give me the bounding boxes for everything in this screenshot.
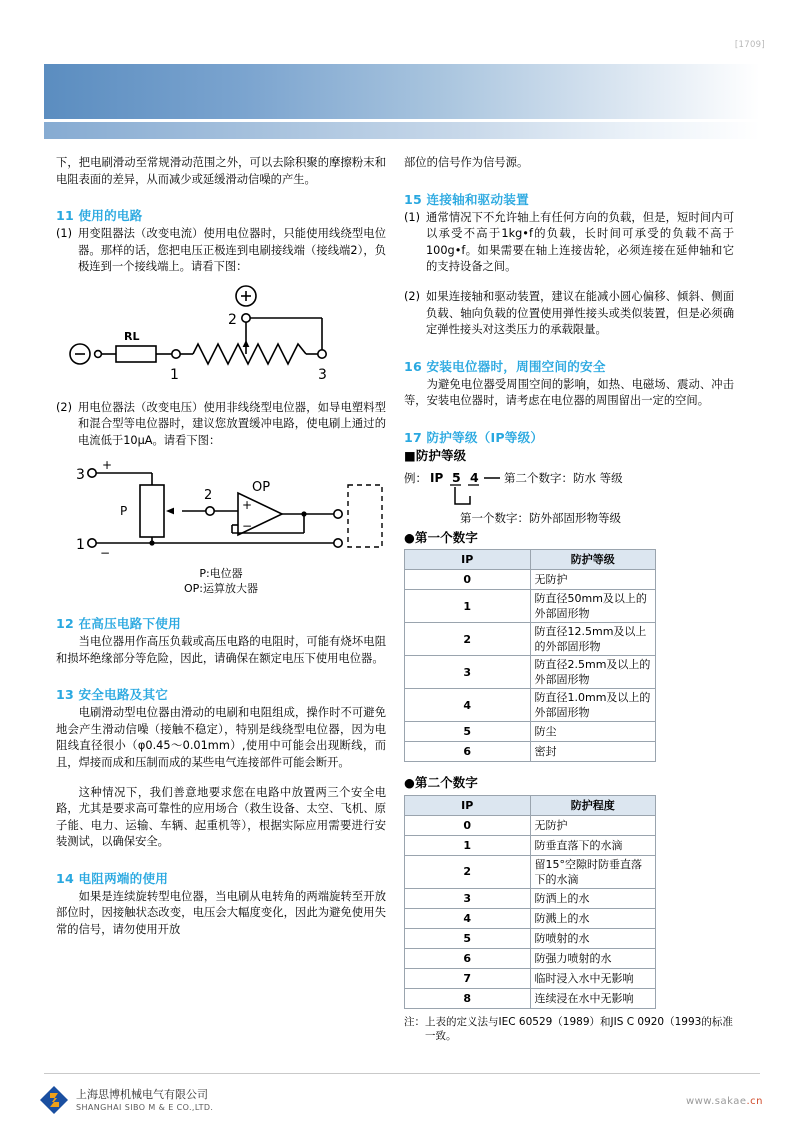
company-name-en: SHANGHAI SIBO M & E CO.,LTD. [76, 1102, 214, 1112]
table-header-desc: 防护程度 [530, 795, 656, 815]
terminal-2-label: 2 [204, 488, 213, 504]
header-banner-secondary [44, 122, 760, 139]
cell-desc: 临时浸入水中无影响 [530, 968, 656, 988]
junction-dot [149, 541, 154, 546]
section-heading-15: 15 连接轴和驱动装置 [404, 191, 529, 207]
ip-example-digit-2: 4 [470, 469, 479, 485]
section-heading-13: 13 安全电路及其它 [56, 687, 169, 703]
wiper-arrow [166, 508, 174, 515]
section-13-body-2: 这种情况下，我们善意地要求您在电路中放置两三个安全电路，尤其是要求高可靠性的应用场合（救生设备、太空、飞机、原子能、电力、运输、车辆、起重机等），根据实际应用需要进行安装测试，以确保安全。 [56, 785, 386, 849]
standards-note [404, 1015, 734, 1044]
terminal-1-label: 1 [170, 366, 179, 383]
cell-desc: 防直径50mm及以上的外部固形物 [530, 590, 656, 623]
table-row [405, 742, 656, 762]
ip-second-digit-table [404, 795, 656, 1009]
cell-desc: 密封 [530, 742, 656, 762]
table-row [405, 928, 656, 948]
right-intro-paragraph: 部位的信号作为信号源。 [404, 156, 529, 169]
section-15-item-2 [404, 289, 734, 339]
item-marker: (2) [404, 289, 421, 303]
table-row [405, 570, 656, 590]
item-text: 用电位器法（改变电压）使用非线绕型电位器，如导电塑料型和混合型等电位器时，建议您放置缓冲电路，使电刷上通过的电流低于10μA。请看下图： [78, 400, 386, 447]
item-text: 如果连接轴和驱动装置，建议在能减小圆心偏移、倾斜、侧面负载、轴向负载的位置使用弹性接头或类似装置，但是必须确定弹性接头对这类压力的承载限量。 [426, 289, 734, 337]
cell-ip: 7 [405, 968, 531, 988]
cell-ip: 0 [405, 570, 531, 590]
section-17-subheading: ■防护等级 [404, 447, 467, 463]
cell-ip: 6 [405, 948, 531, 968]
figure-opamp-buffer-circuit [56, 455, 386, 596]
figure-caption-op: OP:运算放大器 [184, 581, 258, 595]
cell-desc: 防洒上的水 [530, 888, 656, 908]
item-text: 通常情况下不允许轴上有任何方向的负载，但是，短时间内可以承受不高于1kg•f的负载，长时间可承受的负载不高于100g•f。如果需要在轴上连接齿轮，必须连接在延伸轴和它的支持设备之间。 [426, 210, 734, 274]
url-tld: .cn [746, 1096, 763, 1107]
cell-ip: 1 [405, 590, 531, 623]
section-13-body-1: 电刷滑动型电位器由滑动的电刷和电阻组成，操作时不可避免地会产生滑动信噪（接触不稳定），特别是线绕型电位器，因为电阻线直径很小（φ0.45～0.01mm）,使用中可能会出现断线，而且，焊接而成和压制而成的某些电气连接部件可能会断开。 [56, 706, 386, 769]
section-14-body: 如果是连续旋转型电位器，当电刷从电转角的两端旋转至开放部位时，因接触状态改变，电压会大幅度变化，因此为避免使用失常的信号，请勿使用开放 [56, 889, 386, 937]
ip-second-digit-table-body [405, 815, 656, 1008]
left-column [56, 155, 386, 939]
left-intro-paragraph: 下，把电刷滑动至常规滑动范围之外，可以去除积聚的摩擦粉末和电阻表面的差异，从而减少或延缓滑动信噪的产生。 [56, 156, 386, 186]
terminal-3-label: 3 [318, 366, 327, 383]
terminal-3-label: 3 [76, 467, 85, 484]
cell-ip: 5 [405, 928, 531, 948]
section-15-item-1 [404, 210, 734, 276]
table-row [405, 815, 656, 835]
footer-divider [44, 1073, 760, 1074]
ip-first-digit-table-body [405, 570, 656, 762]
opamp-plus-input: + [242, 498, 253, 513]
section-heading-16: 16 安装电位器时，周围空间的安全 [404, 358, 606, 374]
table-row [405, 988, 656, 1008]
cell-desc: 无防护 [530, 815, 656, 835]
section-heading-17: 17 防护等级（IP等级） [404, 429, 544, 445]
cell-ip: 4 [405, 689, 531, 722]
table-row [405, 722, 656, 742]
table-header-desc: 防护等级 [530, 550, 656, 570]
cell-ip: 4 [405, 908, 531, 928]
section-heading-12: 12 在高压电路下使用 [56, 615, 181, 631]
table-header-row [405, 550, 656, 570]
wiper-arrow [243, 340, 250, 347]
opamp-circuit-svg [56, 455, 386, 560]
section-heading-11: 11 使用的电路 [56, 208, 143, 224]
url-main: www.sakae [685, 1096, 747, 1107]
company-name-cn: 上海思博机械电气有限公司 [76, 1087, 208, 1101]
table-header-ip: IP [405, 795, 531, 815]
rl-label: RL [124, 329, 140, 343]
cell-desc: 防尘 [530, 722, 656, 742]
ip-example-diagram [404, 468, 734, 530]
table-header-ip: IP [405, 550, 531, 570]
footer-website-url[interactable] [686, 1096, 763, 1107]
cell-ip: 3 [405, 888, 531, 908]
load-dashed-box [348, 485, 382, 547]
minus-sign: − [100, 546, 111, 561]
table-row [405, 656, 656, 689]
figure-caption-p: P:电位器 [199, 566, 243, 580]
table-1-title: ●第一个数字 [404, 529, 478, 545]
table-2-title: ●第二个数字 [404, 775, 478, 791]
section-11-item-1 [56, 226, 386, 276]
cell-ip: 2 [405, 855, 531, 888]
cell-ip: 2 [405, 623, 531, 656]
note-text: 上表的定义法与IEC 60529（1989）和JIS C 0920（1993的标准一致。 [425, 1015, 733, 1043]
ip-example-svg [404, 468, 734, 530]
table-row [405, 968, 656, 988]
company-logo-icon [38, 1084, 70, 1116]
plus-sign: + [102, 458, 113, 473]
header-banner [44, 64, 760, 119]
opamp-minus-input: − [242, 519, 253, 534]
table-row [405, 908, 656, 928]
ip-first-digit-table [404, 549, 656, 762]
item-text: 用变阻器法（改变电流）使用电位器时，只能使用线绕型电位器。那样的话，您把电压正极连到电刷接线端（接线端2），负极连到一个接线端上。请看下图： [78, 227, 386, 274]
cell-desc: 留15°空隙时防垂直落下的水滴 [530, 855, 656, 888]
cell-ip: 5 [405, 722, 531, 742]
section-12-body: 当电位器用作高压负载或高压电路的电阻时，可能有烧坏电阻和损坏绝缘部分等危险，因此，请确保在额定电压下使用电位器。 [56, 634, 386, 665]
cell-ip: 6 [405, 742, 531, 762]
table-row [405, 623, 656, 656]
cell-desc: 防强力喷射的水 [530, 948, 656, 968]
table-row [405, 835, 656, 855]
cell-ip: 0 [405, 815, 531, 835]
cell-desc: 无防护 [530, 570, 656, 590]
opamp-label: OP [252, 480, 271, 496]
page-marker: [1709] [734, 40, 765, 50]
section-11-item-2 [56, 400, 386, 450]
cell-desc: 连续浸在水中无影响 [530, 988, 656, 1008]
cell-desc: 防直径2.5mm及以上的外部固形物 [530, 656, 656, 689]
table-row [405, 855, 656, 888]
figure-rheostat-circuit [56, 282, 386, 393]
rheostat-circuit-svg [56, 282, 386, 387]
pot-label: P [120, 504, 128, 519]
note-label: 注： [404, 1015, 425, 1028]
cell-ip: 8 [405, 988, 531, 1008]
terminal-2-label: 2 [228, 311, 237, 328]
table-row [405, 948, 656, 968]
table-header-row [405, 795, 656, 815]
cell-desc: 防溅上的水 [530, 908, 656, 928]
section-heading-14: 14 电阻两端的使用 [56, 870, 169, 886]
ip-example-digit-1: 5 [452, 469, 461, 485]
ip-second-digit-label: 第二个数字：防水 等级 [504, 470, 623, 485]
cell-ip: 3 [405, 656, 531, 689]
table-row [405, 888, 656, 908]
cell-desc: 防直径12.5mm及以上的外部固形物 [530, 623, 656, 656]
right-column [404, 155, 734, 1044]
ip-first-digit-label: 第一个数字：防外部固形物等级 [460, 510, 621, 525]
ip-example-prefix: 例： [404, 470, 427, 485]
cell-desc: 防喷射的水 [530, 928, 656, 948]
item-marker: (1) [56, 227, 73, 241]
table-row [405, 689, 656, 722]
junction-dot [301, 512, 306, 517]
company-logo-block [38, 1084, 213, 1116]
terminal-1-label: 1 [76, 537, 85, 554]
ip-example-ip: IP [430, 470, 444, 485]
cell-desc: 防垂直落下的水滴 [530, 835, 656, 855]
item-marker: (2) [56, 400, 73, 414]
cell-ip: 1 [405, 835, 531, 855]
table-row [405, 590, 656, 623]
item-marker: (1) [404, 210, 421, 224]
section-16-body: 为避免电位器受周围空间的影响，如热、电磁场、震动、冲击等，安装电位器时，请考虑在电位器的周围留出一定的空间。 [404, 377, 734, 408]
cell-desc: 防直径1.0mm及以上的外部固形物 [530, 689, 656, 722]
